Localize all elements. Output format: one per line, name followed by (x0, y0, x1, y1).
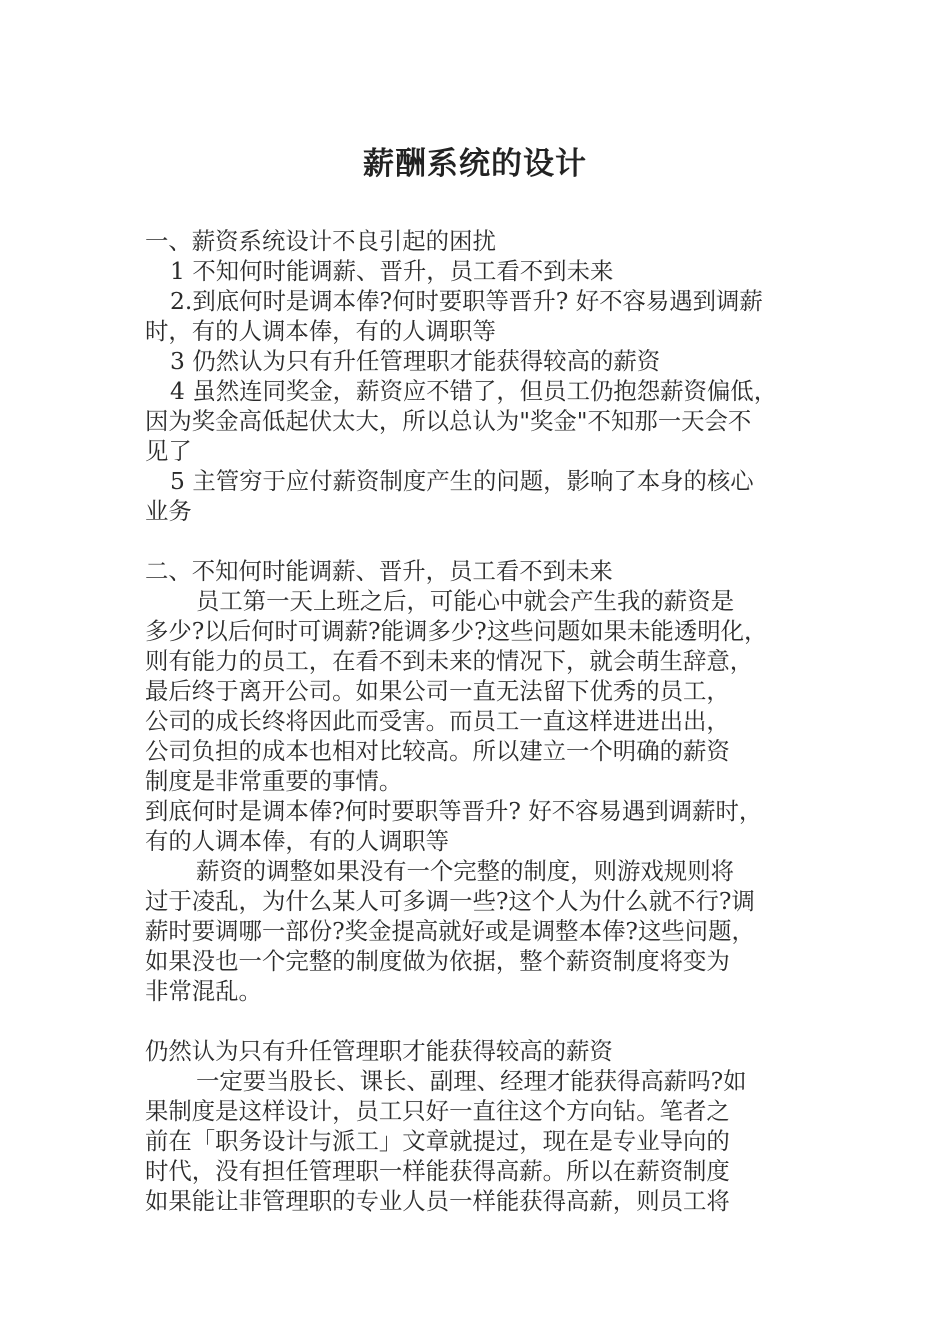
body-line: 3 仍然认为只有升任管理职才能获得较高的薪资 (170, 347, 661, 375)
body-line: 如果能让非管理职的专业人员一样能获得高薪，则员工将 (145, 1187, 730, 1215)
body-line: 薪资的调整如果没有一个完整的制度，则游戏规则将 (196, 857, 734, 885)
body-line: 员工第一天上班之后，可能心中就会产生我的薪资是 (196, 587, 734, 615)
body-line: 公司负担的成本也相对比较高。所以建立一个明确的薪资 (145, 737, 730, 765)
body-line: 1 不知何时能调薪、晋升，员工看不到未来 (170, 257, 614, 285)
body-line: 时代，没有担任管理职一样能获得高薪。所以在薪资制度 (145, 1157, 730, 1185)
body-line: 果制度是这样设计，员工只好一直往这个方向钻。笔者之 (145, 1097, 730, 1125)
body-line: 见了 (145, 437, 192, 465)
body-line: 业务 (145, 497, 192, 525)
body-line: 如果没也一个完整的制度做为依据，整个薪资制度将变为 (145, 947, 730, 975)
body-line: 过于凌乱，为什么某人可多调一些?这个人为什么就不行?调 (145, 887, 755, 915)
body-line: 薪时要调哪一部份?奖金提高就好或是调整本俸?这些问题， (145, 917, 755, 945)
document-body (145, 226, 813, 1216)
body-line: 5 主管穷于应付薪资制度产生的问题，影响了本身的核心 (170, 467, 754, 495)
body-line: 二、不知何时能调薪、晋升，员工看不到未来 (145, 557, 613, 585)
body-line: 前在「职务设计与派工」文章就提过，现在是专业导向的 (145, 1127, 730, 1155)
body-line: 仍然认为只有升任管理职才能获得较高的薪资 (145, 1037, 613, 1065)
body-line: 到底何时是调本俸?何时要职等晋升? 好不容易遇到调薪时， (145, 797, 763, 825)
blank-line (145, 526, 813, 556)
blank-line (145, 1006, 813, 1036)
body-line: 非常混乱。 (145, 977, 262, 1005)
document-title: 薪酬系统的设计 (363, 146, 587, 182)
body-line: 一定要当股长、课长、副理、经理才能获得高薪吗?如 (196, 1067, 747, 1095)
body-line: 2.到底何时是调本俸?何时要职等晋升? 好不容易遇到调薪 (170, 287, 763, 315)
body-line: 制度是非常重要的事情。 (145, 767, 403, 795)
body-line: 因为奖金高低起伏太大，所以总认为"奖金"不知那一天会不 (145, 407, 752, 435)
body-line: 则有能力的员工，在看不到未来的情况下，就会萌生辞意， (145, 647, 754, 675)
body-line: 公司的成长终将因此而受害。而员工一直这样进进出出， (145, 707, 730, 735)
body-line: 有的人调本俸，有的人调职等 (145, 827, 450, 855)
body-line: 多少?以后何时可调薪?能调多少?这些问题如果未能透明化， (145, 617, 768, 645)
body-line: 时，有的人调本俸，有的人调职等 (145, 317, 496, 345)
body-line: 4 虽然连同奖金，薪资应不错了，但员工仍抱怨薪资偏低， (170, 377, 778, 405)
body-line: 最后终于离开公司。如果公司一直无法留下优秀的员工， (145, 677, 730, 705)
body-line: 一、薪资系统设计不良引起的困扰 (145, 227, 496, 255)
